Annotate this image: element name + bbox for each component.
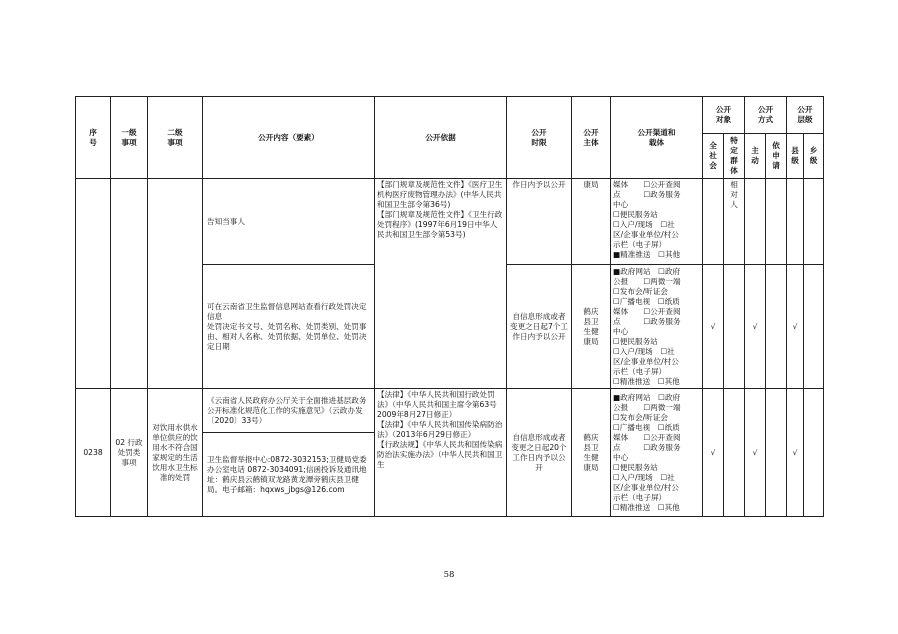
header-method-apply: 依申请 [766, 134, 787, 179]
row1-channel: 媒体 ☐公开查阅 点 ☐政务服务 中心 ☐便民服务站 ☐入户/现场 ☐社 区/企事业单位/村公 示栏（电子屏） ■精准推送 ☐其他 [611, 179, 703, 265]
row1-basis [375, 179, 507, 389]
row2-check-county: √ [787, 265, 804, 389]
row3-level-township [804, 389, 824, 517]
row3-subject: 鹤庆县卫生健康局 [572, 389, 611, 517]
header-method: 公开方式 [745, 97, 787, 134]
row3-level1: 02 行政处罚类事项 [111, 389, 148, 517]
row3-basis-item-2: 【法律】《中华人民共和国传染病防治法》（2013年6月29日修正） [377, 420, 503, 439]
header-level-township: 乡级 [804, 134, 824, 179]
header-target-specific: 特定群体 [724, 134, 745, 179]
row2-level-township [804, 265, 824, 389]
row3-basis-item-1: 【法律】《中华人民共和国行政处罚法》（中华人民共和国主席令第63号 2009年8月27日修正） [377, 390, 497, 419]
row2-channel: ■政府网站 ☐政府 公报 ☐两微一端 ☐发布会/听证会 ☐广播电视 ☐纸质 媒体 ☐公开查阅 点 ☐政务服务 中心 ☐便民服务站 ☐入户/现场 ☐社 区/企事业单位/村公 示栏（电子屏） ☐精准推送 ☐其他 [611, 265, 703, 389]
row2-time-limit: 自信息形成或者变更之日起7个工作日内予以公开 [507, 265, 572, 389]
row1-method-active [745, 179, 766, 265]
row2-subject: 鹤庆县卫生健康局 [572, 265, 611, 389]
row1-level1-cell [111, 179, 148, 389]
row3-method-apply [766, 389, 787, 517]
page-number: 58 [443, 570, 455, 580]
row1-subject: 康局 [572, 179, 611, 265]
row1-method-apply [766, 179, 787, 265]
row1-level-county [787, 179, 804, 265]
header-level2: 二级事项 [148, 97, 203, 179]
row3-time-limit: 自信息形成或者变更之日起20个工作日内予以公开 [507, 389, 572, 517]
header-subject: 公开主体 [572, 97, 611, 179]
row3-check-active: √ [745, 389, 766, 517]
row3-seq: 0238 [76, 389, 111, 517]
row1-basis-item-1: 【部门规章及规范性文件】《医疗卫生机构医疗废物管理办法》(中华人民共和国卫生部令第36号) [377, 180, 503, 209]
header-method-active: 主动 [745, 134, 766, 179]
header-content: 公开内容（要素） [203, 97, 375, 179]
row3-basis-item-3: 【行政法规】《中华人民共和国传染病防治法实施办法》（中华人民共和国卫生 [377, 440, 503, 469]
row3-channel: ■政府网站 ☐政府 公报 ☐两微一端 ☐发布会/听证会 ☐广播电视 ☐纸质 媒体 ☐公开查阅 点 ☐政务服务 中心 ☐便民服务站 ☐入户/现场 ☐社 区/企事业单位/村公 示栏（电子屏） ☐精准推送 ☐其他 [611, 389, 703, 517]
table-row [76, 389, 824, 433]
row1-content: 告知当事人 [203, 179, 375, 265]
disclosure-table [75, 96, 824, 517]
header-seq: 序号 [76, 97, 111, 179]
row3-content-top: 《云南省人民政府办公厅关于全面推进基层政务公开标准化规范化工作的实施意见》（云政办发〔2020〕33号） [203, 389, 375, 433]
row2-method-apply [766, 265, 787, 389]
header-level: 公开层级 [787, 97, 824, 134]
header-level-county: 县级 [787, 134, 804, 179]
row3-level2: 对饮用水供水单位供应的饮用水不符合国家规定的生活饮用水卫生标准的处罚 [148, 389, 203, 517]
row1-target-specific: 相对人 [724, 179, 745, 265]
header-target-all: 全社会 [703, 134, 724, 179]
row2-content: 可在云南省卫生监督信息网站查看行政处罚决定信息 处罚决定书文号、处罚名称、处罚类别、处罚事由、相对人名称、处罚依据、处罚单位、处罚决定日期 [203, 265, 375, 389]
row1-basis-item-2: 【部门规章及规范性文件】《卫生行政处罚程序》(1997年6月19日中华人民共和国卫生部令第53号) [377, 210, 503, 239]
row2-check-all: √ [703, 265, 724, 389]
row1-seq-cell [76, 179, 111, 389]
row1-level2-cell [148, 179, 203, 389]
row1-time-limit: 作日内予以公开 [507, 179, 572, 265]
row3-content-bottom: 卫生监督举报中心:0872-3032153;卫健局党委办公室电话 0872-3034091;信函投诉及通讯地址：鹤庆县云鹤镇双龙路黄龙潭旁鹤庆县卫健局。电子邮箱：hqxws_jbgs@126.com [203, 433, 375, 517]
row2-target-specific [724, 265, 745, 389]
header-target: 公开对象 [703, 97, 745, 134]
row3-check-county: √ [787, 389, 804, 517]
header-channel: 公开渠道和载体 [611, 97, 703, 179]
header-time-limit: 公开时限 [507, 97, 572, 179]
table-row [76, 179, 824, 265]
row2-check-active: √ [745, 265, 766, 389]
row3-basis [375, 389, 507, 517]
row1-level-township [804, 179, 824, 265]
row1-target-all [703, 179, 724, 265]
header-basis: 公开依据 [375, 97, 507, 179]
header-level1: 一级事项 [111, 97, 148, 179]
row3-check-all: √ [703, 389, 724, 517]
row3-target-specific [724, 389, 745, 517]
